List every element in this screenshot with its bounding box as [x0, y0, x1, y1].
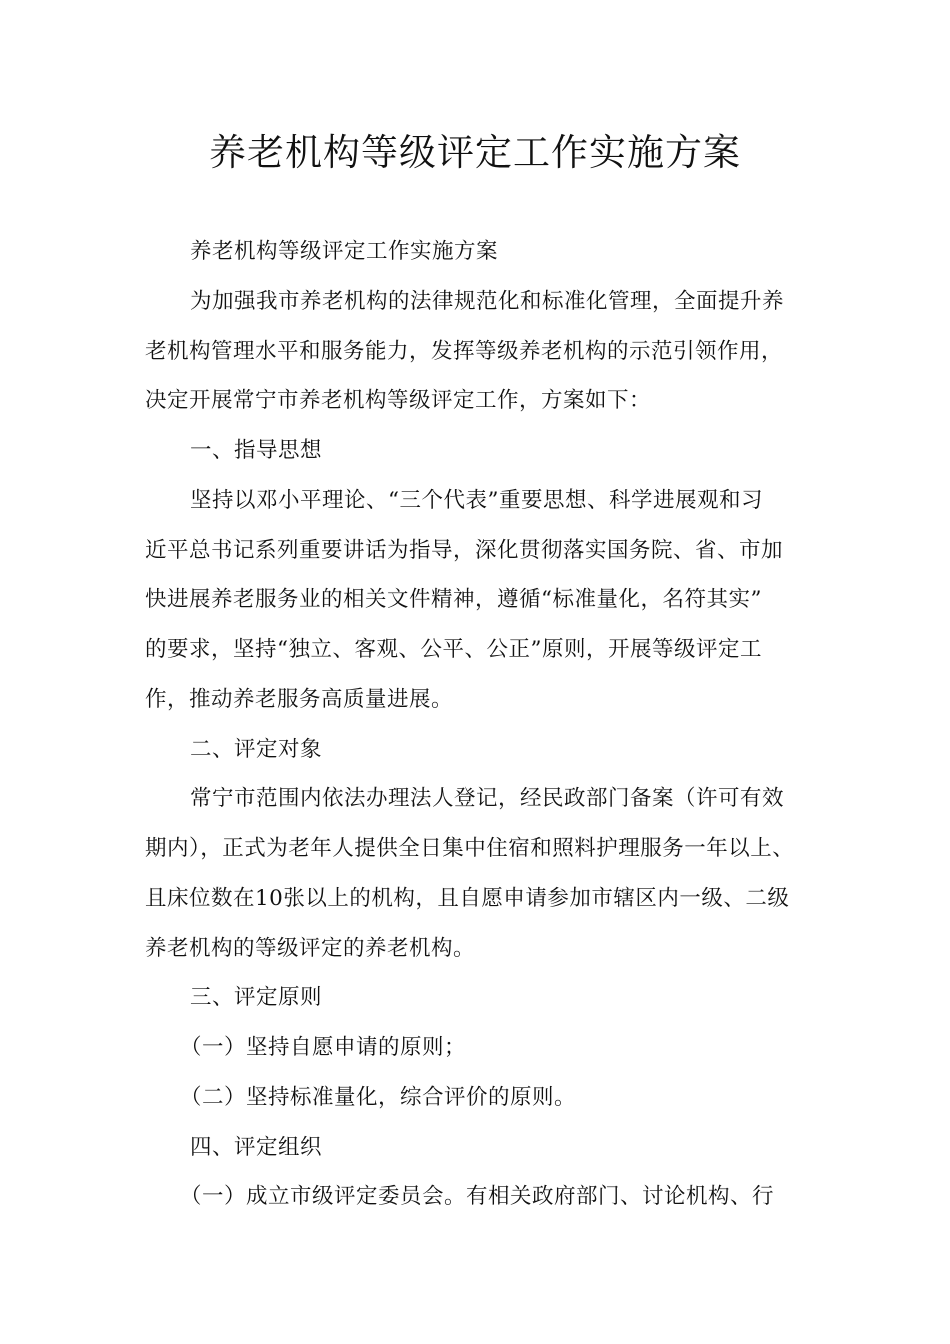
- section-heading: 一、指导思想: [190, 438, 323, 463]
- paragraph-line: 决定开展常宁市养老机构等级评定工作，方案如下：: [145, 388, 652, 413]
- subtitle-line: 养老机构等级评定工作实施方案: [190, 239, 499, 264]
- paragraph-line: 为加强我市养老机构的法律规范化和标准化管理，全面提升养: [190, 289, 785, 314]
- paragraph-line: 坚持以邓小平理论、“三个代表”重要思想、科学进展观和习: [190, 488, 763, 513]
- section-heading: 四、评定组织: [190, 1135, 323, 1160]
- paragraph-line: 老机构管理水平和服务能力，发挥等级养老机构的示范引领作用，: [145, 339, 784, 364]
- paragraph-line: 常宁市范围内依法办理法人登记，经民政部门备案（许可有效: [190, 786, 785, 811]
- section-heading: 三、评定原则: [190, 985, 323, 1010]
- list-item: （一）成立市级评定委员会。有相关政府部门、讨论机构、行: [180, 1184, 775, 1209]
- paragraph-line: 且床位数在10张以上的机构，且自愿申请参加市辖区内一级、二级: [145, 886, 790, 911]
- list-item: （二）坚持标准量化，综合评价的原则。: [180, 1085, 577, 1110]
- paragraph-line: 近平总书记系列重要讲话为指导，深化贯彻落实国务院、省、市加: [145, 538, 784, 563]
- list-item: （一）坚持自愿申请的原则；: [180, 1035, 467, 1060]
- paragraph-line: 养老机构的等级评定的养老机构。: [145, 936, 476, 961]
- paragraph-line: 的要求，坚持“独立、客观、公平、公正”原则，开展等级评定工: [145, 637, 762, 662]
- paragraph-line: 快进展养老服务业的相关文件精神，遵循“标准量化，名符其实”: [145, 587, 762, 612]
- paragraph-line: 作，推动养老服务高质量进展。: [145, 687, 454, 712]
- paragraph-line: 期内），正式为老年人提供全日集中住宿和照料护理服务一年以上、: [145, 836, 795, 861]
- section-heading: 二、评定对象: [190, 737, 323, 762]
- document-title: 养老机构等级评定工作实施方案: [209, 131, 741, 174]
